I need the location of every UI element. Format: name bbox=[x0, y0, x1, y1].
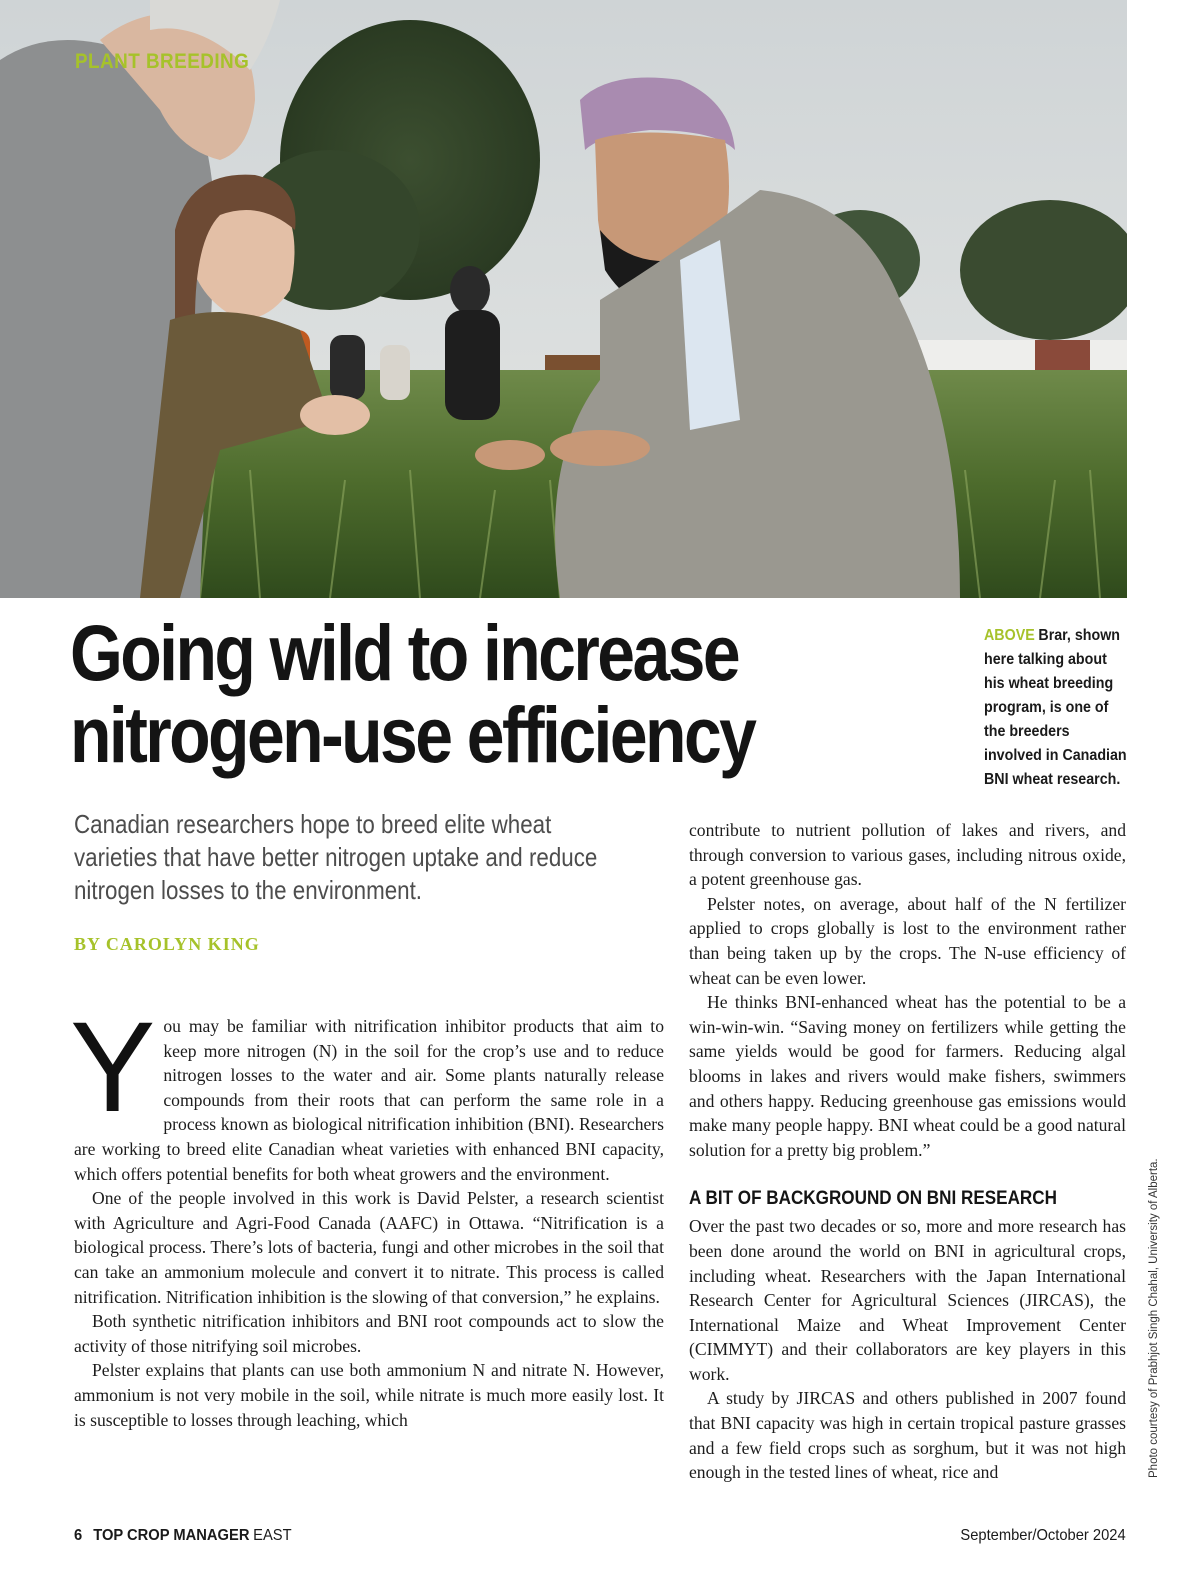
body-paragraph: He thinks BNI-enhanced wheat has the potential to be a win-win-win. “Saving money on fertilizers while getting the same yields would be good for farmers. Reducing algal blooms in lakes and rivers would make fishers, swimmers and others happy. Reducing greenhouse gas emissions would make many people happy. BNI wheat could be a good natural solution for a pretty big problem.” bbox=[689, 992, 1126, 1160]
footer-publication bbox=[74, 1527, 292, 1545]
caption-lead: ABOVE bbox=[984, 627, 1035, 644]
body-paragraph: One of the people involved in this work is David Pelster, a research scientist with Agriculture and Agri-Food Canada (AAFC) in Ottawa. “Nitrification is a biological process. There’s lots of bacteria, fungi and other microbes in the soil that can take an ammonium molecule and convert it to nitrate. This process is called nitrification. Nitrification inhibition is the slowing of that conversion,” he explains. bbox=[74, 1188, 664, 1307]
headline-line: Going wild to increase bbox=[70, 608, 739, 697]
body-column-left bbox=[70, 996, 664, 1432]
headline bbox=[70, 608, 792, 779]
caption-line: here talking about bbox=[984, 651, 1107, 668]
body-paragraph: contribute to nutrient pollution of lakes and rivers, and through conversion to various gases, including nitrous oxide, a potent greenhouse gas. bbox=[689, 820, 1126, 890]
photo-credit: Photo courtesy of Prabhjot Singh Chahal, University of Alberta. bbox=[1148, 1158, 1160, 1478]
hero-photo-illustration bbox=[0, 0, 1127, 598]
deck-line: nitrogen losses to the environment. bbox=[74, 875, 423, 905]
body-column-right bbox=[689, 818, 1126, 1485]
body-paragraph: Over the past two decades or so, more and more research has been done around the world on BNI in agricultural crops, including wheat. Researchers with the Japan International Research Center for Agricultural Sciences (JIRCAS), the International Maize and Wheat Improvement Center (CIMMYT) and their collaborators are key players in this work. bbox=[689, 1216, 1126, 1384]
body-paragraph: A study by JIRCAS and others published in 2007 found that BNI capacity was high in certain tropical pasture grasses and a few field crops such as sorghum, but it was not high enough in the tested lines of wheat, rice and bbox=[689, 1388, 1126, 1483]
caption-line: his wheat breeding bbox=[984, 675, 1114, 692]
page-number: 6 bbox=[74, 1527, 83, 1544]
caption-text: Brar, shown bbox=[1038, 627, 1121, 644]
body-paragraph: Pelster notes, on average, about half of the N fertilizer applied to crops globally is lost to the environment rather than being taken up by the crops. The N-use efficiency of wheat can be even lower. bbox=[689, 893, 1126, 988]
body-paragraph bbox=[70, 996, 664, 1186]
publication-edition: EAST bbox=[253, 1527, 292, 1544]
issue-date: September/October 2024 bbox=[960, 1527, 1126, 1544]
paragraph-text: ou may be familiar with nitrification inhibitor products that aim to keep more nitrogen (N) in the soil for the crop’s use and to reduce nitrogen losses to the water and air. Some plants naturally release compounds from their roots that can perform the same role in a process known as biological nitrification inhibition (BNI). Researchers are working to breed elite Canadian wheat varieties with enhanced BNI capacity, which offers potential benefits for both wheat growers and the environment. bbox=[74, 1016, 664, 1184]
body-paragraph: Both synthetic nitrification inhibitors and BNI root compounds act to slow the activity of those nitrifying soil microbes. bbox=[74, 1311, 664, 1356]
section-subhead: A BIT OF BACKGROUND ON BNI RESEARCH bbox=[689, 1188, 1057, 1210]
photo-caption bbox=[984, 624, 1127, 792]
headline-line: nitrogen-use efficiency bbox=[70, 690, 755, 779]
caption-line: involved in Canadian bbox=[984, 747, 1127, 764]
caption-line: program, is one of bbox=[984, 699, 1109, 716]
drop-cap: Y bbox=[70, 996, 156, 1139]
caption-line bbox=[984, 624, 1122, 648]
hero-photo bbox=[0, 0, 1127, 598]
body-paragraph: Pelster explains that plants can use both ammonium N and nitrate N. However, ammonium is not very mobile in the soil, while nitrate is much more easily lost. It is susceptible to losses through leaching, which bbox=[74, 1360, 664, 1430]
caption-line: the breeders bbox=[984, 723, 1070, 740]
deck-line: varieties that have better nitrogen uptake and reduce bbox=[74, 842, 598, 872]
byline: BY CAROLYN KING bbox=[74, 934, 260, 954]
deck-line: Canadian researchers hope to breed elite wheat bbox=[74, 809, 552, 839]
deck bbox=[74, 808, 598, 907]
section-label: PLANT BREEDING bbox=[75, 50, 250, 73]
caption-line: BNI wheat research. bbox=[984, 771, 1121, 788]
publication-name: TOP CROP MANAGER bbox=[93, 1527, 250, 1544]
